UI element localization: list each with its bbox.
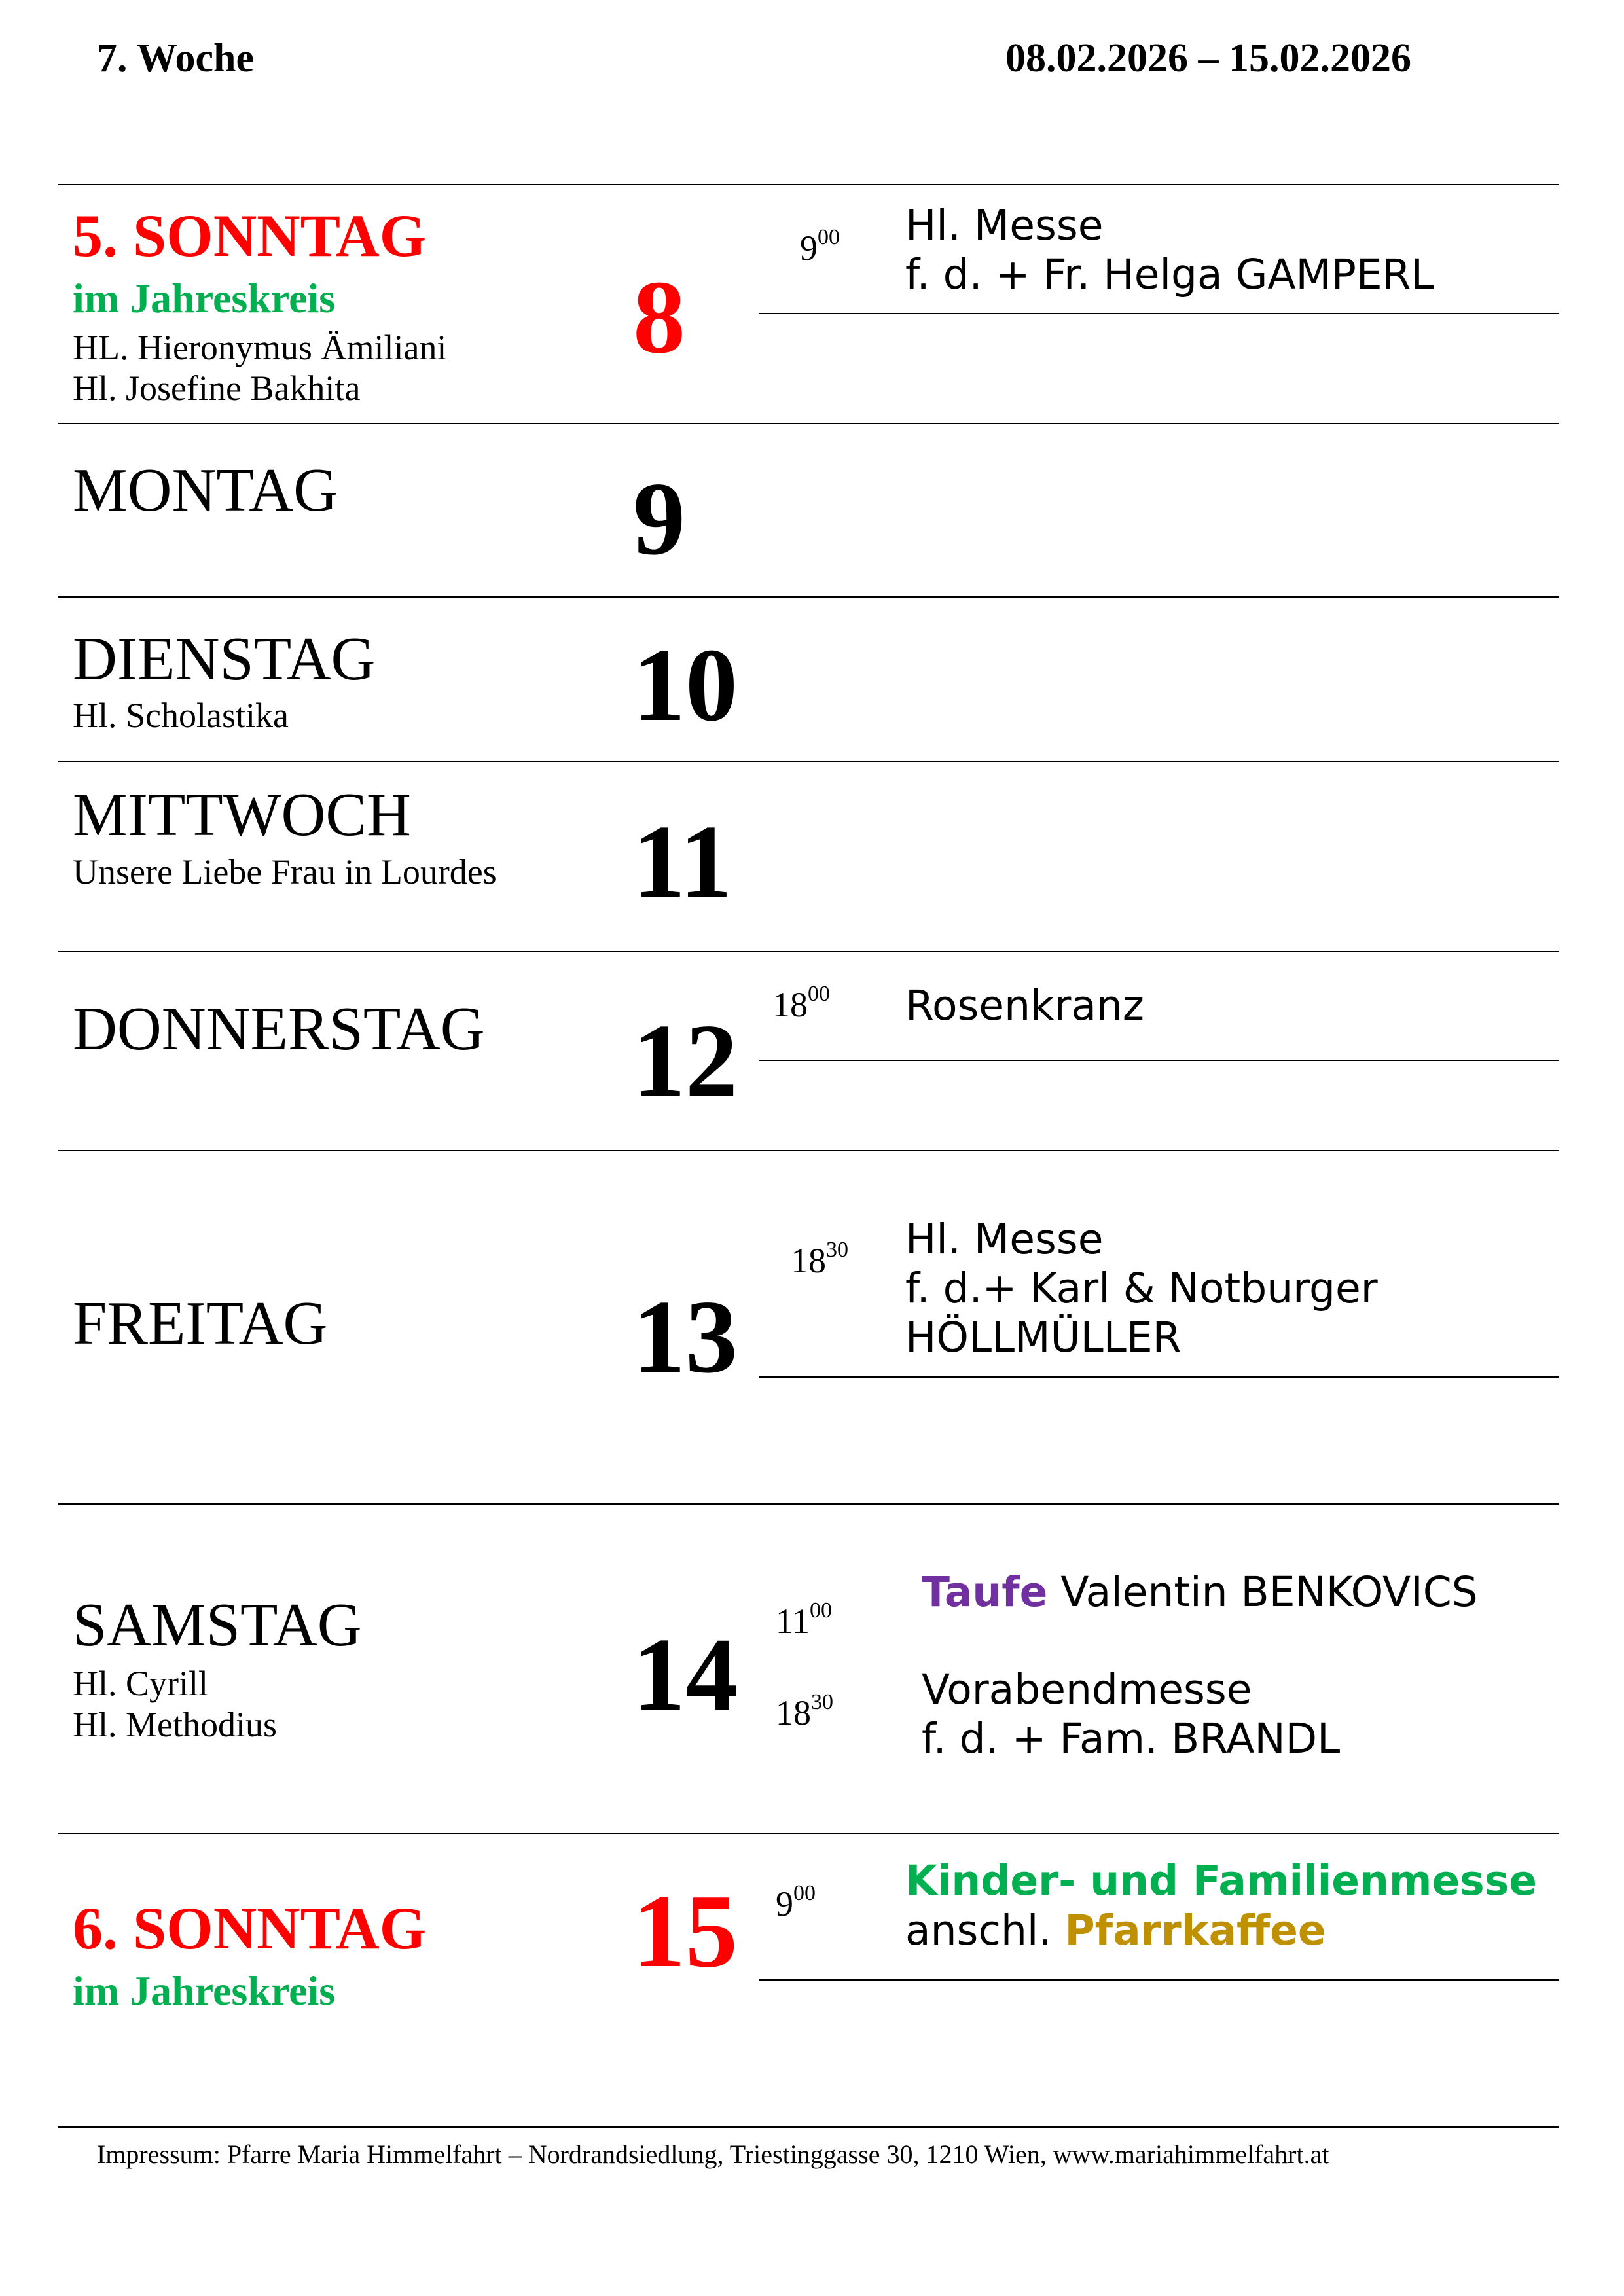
day-number: 14 — [633, 1616, 738, 1732]
day-name: 5. SONNTAG — [73, 202, 427, 269]
saint-name: Hl. Methodius — [73, 1705, 278, 1744]
event-time: $9^{00}$ — [800, 225, 840, 268]
event-time: $18^{00}$ — [772, 982, 830, 1024]
day-number: 10 — [633, 626, 738, 743]
day-number: 13 — [633, 1278, 738, 1395]
day-name: MITTWOCH — [73, 781, 411, 849]
pfarrkaffee-label: Pfarrkaffee — [1064, 1907, 1326, 1954]
row-divider — [58, 184, 1559, 185]
event-title: Kinder- und Familienmesse — [905, 1857, 1537, 1905]
event-intention: f. d.+ Karl & Notburger — [905, 1265, 1378, 1312]
day-number: 9 — [633, 460, 685, 577]
event-time: $9^{00}$ — [776, 1881, 816, 1924]
event-title: Vorabendmesse — [922, 1666, 1252, 1713]
event-time: $18^{30}$ — [776, 1690, 833, 1732]
saint-name: Unsere Liebe Frau in Lourdes — [73, 852, 497, 891]
row-divider — [58, 1833, 1559, 1834]
day-number: 11 — [633, 803, 732, 920]
day-number: 12 — [633, 1002, 738, 1119]
event-title: Rosenkranz — [905, 982, 1144, 1030]
event-intention: f. d. + Fam. BRANDL — [922, 1715, 1341, 1763]
event-title: Hl. Messe — [905, 202, 1104, 249]
event-intention: HÖLLMÜLLER — [905, 1314, 1182, 1361]
day-name: DONNERSTAG — [73, 995, 485, 1063]
day-name: DIENSTAG — [73, 625, 376, 693]
row-divider — [58, 2126, 1559, 2128]
row-divider — [58, 761, 1559, 762]
event-divider — [759, 313, 1559, 314]
row-divider — [58, 1503, 1559, 1505]
baptism-label: Taufe — [922, 1568, 1048, 1616]
event-title: Hl. Messe — [905, 1215, 1104, 1263]
saint-name: Hl. Scholastika — [73, 696, 289, 735]
event-title: Taufe Valentin BENKOVICS — [922, 1568, 1478, 1616]
row-divider — [58, 1150, 1559, 1151]
event-divider — [759, 1979, 1559, 1981]
event-time: $18^{30}$ — [791, 1238, 848, 1280]
saint-name: HL. Hieronymus Ämiliani — [73, 328, 447, 367]
row-divider — [58, 423, 1559, 424]
day-number: 15 — [633, 1873, 738, 1989]
event-intention: f. d. + Fr. Helga GAMPERL — [905, 251, 1434, 298]
row-divider — [58, 596, 1559, 598]
day-name: 6. SONNTAG — [73, 1895, 427, 1962]
row-divider — [58, 951, 1559, 952]
event-divider — [759, 1376, 1559, 1378]
event-time: $11^{00}$ — [776, 1598, 832, 1641]
date-range: 08.02.2026 – 15.02.2026 — [1005, 36, 1411, 81]
event-divider — [759, 1060, 1559, 1061]
day-subtitle: im Jahreskreis — [73, 1967, 336, 2014]
day-name: SAMSTAG — [73, 1591, 362, 1659]
day-name: MONTAG — [73, 456, 338, 524]
saint-name: Hl. Cyrill — [73, 1664, 209, 1703]
impressum: Impressum: Pfarre Maria Himmelfahrt – Nordrandsiedlung, Triestinggasse 30, 1210 Wien, www.mariahimmelfahrt.at — [97, 2140, 1329, 2169]
week-label: 7. Woche — [97, 36, 254, 81]
day-subtitle: im Jahreskreis — [73, 275, 336, 321]
day-number: 8 — [633, 259, 685, 375]
day-name: FREITAG — [73, 1289, 328, 1357]
saint-name: Hl. Josefine Bakhita — [73, 368, 361, 408]
event-note: anschl. Pfarrkaffee — [905, 1907, 1326, 1954]
